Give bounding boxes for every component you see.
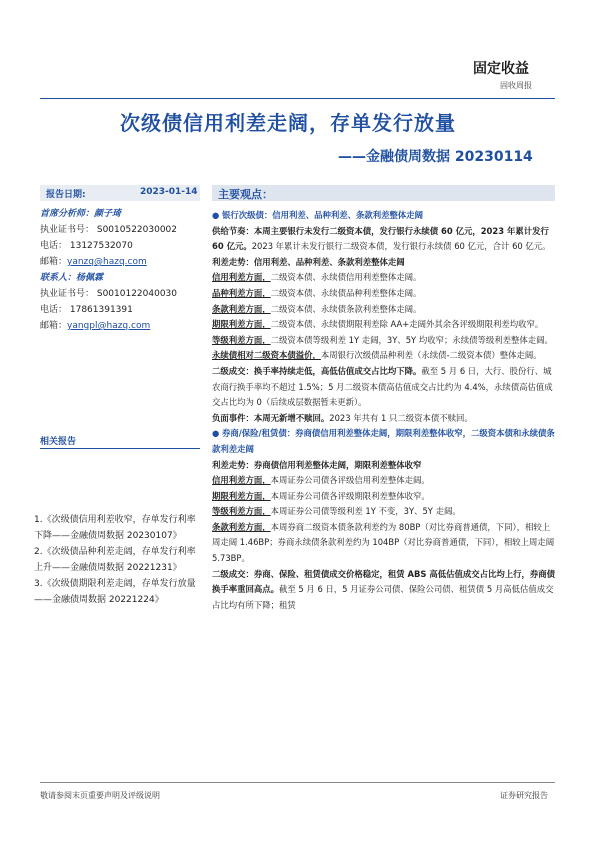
clause-text: 二级资本债、永续债条款利差整体走阔。 <box>270 303 422 314</box>
negative-bold: 本周无新增不赎回。 <box>253 412 330 423</box>
email-label: 邮箱： <box>40 257 68 267</box>
spread-heading: 利差走势：信用利差、品种利差、条款利差整体走阔 <box>212 256 405 267</box>
sec-term-label: 期限利差方面， <box>212 490 271 501</box>
analyst-cert: 执业证书号： S0010522030002 <box>40 225 178 235</box>
analyst-email-link[interactable]: yanzq@hazq.com <box>67 257 147 267</box>
sec-clause-label: 条款利差方面， <box>212 521 271 532</box>
report-date-bar <box>40 185 200 201</box>
bullet-icon: ● <box>212 428 222 439</box>
sec-trade-label: 二级成交： <box>212 568 254 579</box>
main-content <box>212 208 555 613</box>
sec-trade-text: 截至 5 月 6 日，5 月证券公司债、保险公司债、租赁债 5 月高低估值成交占比均有所下降；租赁 <box>212 584 554 610</box>
report-title: 次级债信用利差走阔，存单发行放量 <box>120 111 456 135</box>
related-reports-title: 相关报告 <box>40 437 77 447</box>
related-report-item[interactable]: 1.《次级债信用利差收窄，存单发行利率下降——金融债周数据 20230107》 <box>34 515 196 541</box>
supply-label: 供给节奏： <box>212 225 254 236</box>
main-points-heading: 主要观点： <box>218 188 273 201</box>
supply-bold: 本周主要银行未发行二级资本债，发行银行永续债 60 亿元，2023 年累计发行 60 亿元。 <box>212 225 549 252</box>
contact-phone: 电话： 17861391391 <box>40 305 133 315</box>
header-divider <box>40 98 555 99</box>
footer-divider <box>40 782 555 783</box>
sec-clause-text: 本周券商二级资本债条款利差约为 80BP（对比券商普通债，下同），相较上周走阔 1.46BP；券商永续债条款利差约为 104BP（对比券商普通债，下同），相较上周走阔 5.73BP。 <box>212 521 555 564</box>
sec-credit-text: 本周证券公司债各评级信用利差整体走阔。 <box>270 475 430 486</box>
date-value: 2023-01-14 <box>140 187 198 197</box>
clause-label: 条款利差方面， <box>212 303 271 314</box>
sec-grade-label: 等级利差方面， <box>212 506 271 517</box>
analyst-name: 颜子琦 <box>94 209 122 219</box>
contact-cert: 执业证书号： S0010122040030 <box>40 289 178 299</box>
perp-text: 本周银行次级债品种利差（永续债-二级资本债）整体走阔。 <box>320 350 542 361</box>
trade-label: 二级成交： <box>212 365 254 376</box>
bullet-icon: ● <box>212 210 222 220</box>
grade-label: 等级利差方面， <box>212 334 271 345</box>
negative-text: 2023 年共有 1 只二级资本债不赎回。 <box>329 412 473 423</box>
credit-text: 二级资本债、永续债信用利差整体走阔。 <box>270 272 422 283</box>
sec-grade-text: 本周证券公司债等级利差 1Y 不变，3Y、5Y 走阔。 <box>270 506 461 517</box>
sec-spread-heading: 利差走势：券商债信用利差整体走阔，期限利差整体收窄 <box>212 459 422 470</box>
related-report-item[interactable]: 2.《次级债品种利差走阔，存单发行利率上升——金融债周数据 20221231》 <box>34 547 196 573</box>
contact-role: 联系人： <box>40 273 77 283</box>
section-title: 固定收益 <box>473 61 529 77</box>
perp-label: 永续债相对二级资本债溢价， <box>212 350 321 361</box>
sec-credit-label: 信用利差方面， <box>212 475 271 486</box>
analyst-phone: 电话： 13127532070 <box>40 241 133 251</box>
footer-report-type: 证券研究报告 <box>500 791 548 800</box>
analyst-block-1 <box>40 206 205 334</box>
section-subtitle: 固收周报 <box>500 81 532 90</box>
related-reports-list <box>34 512 204 608</box>
trade-bold: 换手率持续走低，高低估值成交占比均下降。 <box>253 365 422 376</box>
securities-heading: 券商/保险/租赁债：券商债信用利差整体走阔，期限利差整体收窄，二级资本债和永续债条款利差走阔 <box>212 428 555 454</box>
term-text: 二级资本债、永续债期限利差除 AA+走阔外其余各评级期限利差均收窄。 <box>270 319 544 330</box>
variety-text: 二级资本债、永续债品种利差整体走阔。 <box>270 287 422 298</box>
variety-label: 品种利差方面， <box>212 287 271 298</box>
contact-email-link[interactable]: yangpl@hazq.com <box>67 321 151 331</box>
contact-name: 杨佩霖 <box>76 273 104 283</box>
footer-disclaimer: 敬请参阅末页重要声明及评级说明 <box>40 791 160 800</box>
supply-text: 2023 年累计未发行银行二级资本债，发行银行永续债 60 亿元，合计 60 亿元。 <box>251 241 551 252</box>
sec-trade-bold: 券商、保险、租赁债成交价格稳定，租赁 ABS 高低估值成交占比均上行，券商债换手率重回高点。 <box>212 568 555 595</box>
main-points-bar <box>212 185 555 201</box>
bank-heading: 银行次级债：信用利差、品种利差、条款利差整体走阔 <box>221 210 423 220</box>
negative-label: 负面事件： <box>212 412 254 423</box>
grade-text: 二级资本债等级利差 1Y 走阔，3Y、5Y 均收窄；永续债等级利差整体走阔。 <box>270 334 553 345</box>
credit-label: 信用利差方面， <box>212 272 271 283</box>
report-subtitle: ——金融债周数据 20230114 <box>338 149 533 165</box>
term-label: 期限利差方面， <box>212 319 271 330</box>
date-label: 报告日期: <box>46 190 86 200</box>
trade-text: 截至 5 月 6 日，大行、股份行、城农商行换手率均不超过 1.5%；5 月二级资本债高估值成交占比约为 4.4%，永续债高估值成交占比均为 0（后续成层数据暂未更新）。 <box>212 365 553 408</box>
related-report-item[interactable]: 3.《次级债期限利差走阔，存单发行放量——金融债周数据 20221224》 <box>34 579 196 605</box>
related-reports-divider <box>40 448 200 449</box>
sec-term-text: 本周证券公司债各评级期限利差整体收窄。 <box>270 490 430 501</box>
email-label: 邮箱： <box>40 321 68 331</box>
analyst-role: 首席分析师： <box>40 209 95 219</box>
